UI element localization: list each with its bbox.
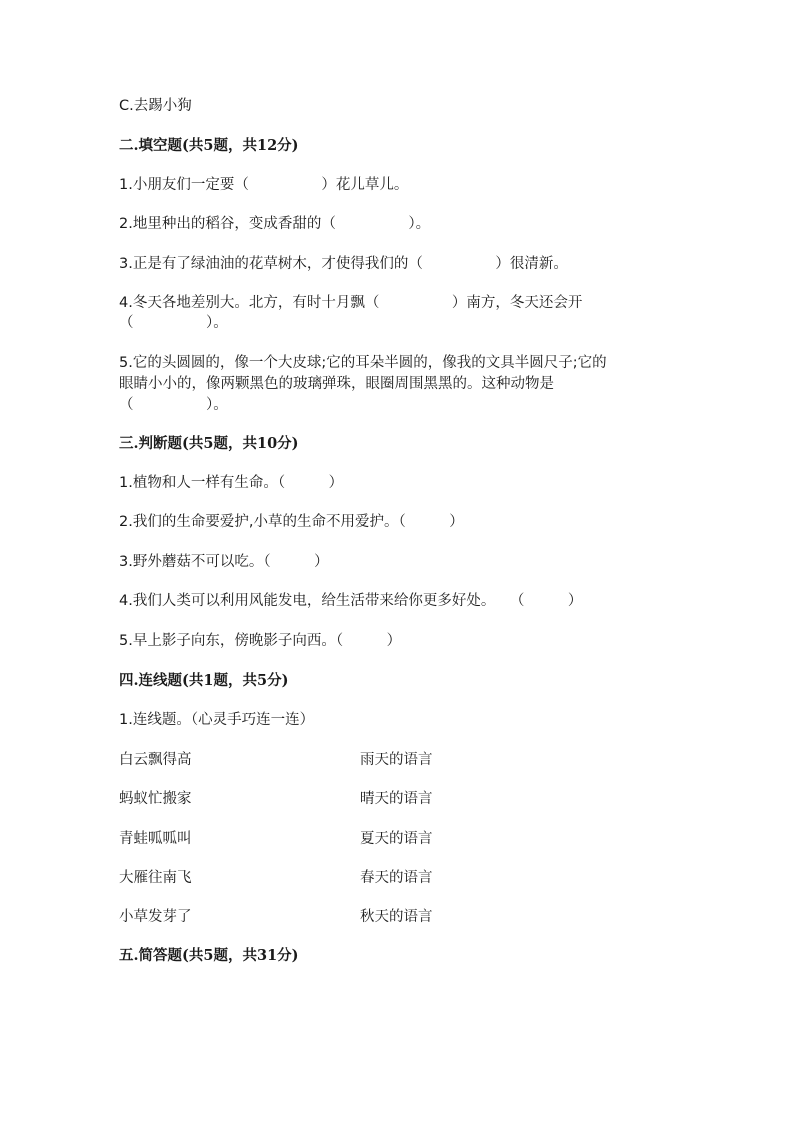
fill-question-5-line3: （ ）。: [119, 397, 228, 413]
option-c: C.去踢小狗: [119, 98, 192, 114]
judge-question-3: 3.野外蘑菇不可以吃。（ ）: [119, 554, 329, 570]
fill-question-1: 1.小朋友们一定要（ ）花儿草儿。: [119, 177, 409, 193]
match-right-item: 春天的语言: [360, 870, 433, 886]
section-heading-match: 四.连线题(共1题，共5分): [119, 672, 289, 689]
judge-question-4: 4.我们人类可以利用风能发电，给生活带来给你更多好处。 （ ）: [119, 593, 583, 609]
match-right-item: 雨天的语言: [360, 752, 433, 768]
section-heading-judge: 三.判断题(共5题，共10分): [119, 435, 299, 452]
judge-question-5: 5.早上影子向东，傍晚影子向西。（ ）: [119, 633, 402, 649]
section-heading-short-answer: 五.简答题(共5题，共31分): [119, 947, 299, 964]
match-left-item: 白云飘得高: [119, 752, 192, 768]
fill-question-4-line1: 4.冬天各地差别大。北方，有时十月飘（ ）南方，冬天还会开: [119, 295, 583, 311]
fill-question-5-line1: 5.它的头圆圆的，像一个大皮球;它的耳朵半圆的，像我的文具半圆尺子;它的: [119, 355, 607, 371]
judge-question-1: 1.植物和人一样有生命。（ ）: [119, 475, 344, 491]
section-heading-fill: 二.填空题(共5题，共12分): [119, 137, 299, 154]
match-left-item: 大雁往南飞: [119, 870, 192, 886]
fill-question-3: 3.正是有了绿油油的花草树木，才使得我们的（ ）很清新。: [119, 256, 568, 272]
match-left-item: 小草发芽了: [119, 909, 192, 925]
match-right-item: 秋天的语言: [360, 909, 433, 925]
judge-question-2: 2.我们的生命要爱护,小草的生命不用爱护。（ ）: [119, 514, 464, 530]
match-left-item: 青蛙呱呱叫: [119, 831, 192, 847]
fill-question-5-line2: 眼睛小小的，像两颗黑色的玻璃弹珠，眼圈周围黑黑的。这种动物是: [119, 376, 554, 392]
match-right-item: 晴天的语言: [360, 791, 433, 807]
match-question-1: 1.连线题。（心灵手巧连一连）: [119, 712, 315, 728]
fill-question-2: 2.地里种出的稻谷，变成香甜的（ ）。: [119, 216, 431, 232]
fill-question-4-line2: （ ）。: [119, 315, 228, 331]
match-left-item: 蚂蚁忙搬家: [119, 791, 192, 807]
match-right-item: 夏天的语言: [360, 831, 433, 847]
